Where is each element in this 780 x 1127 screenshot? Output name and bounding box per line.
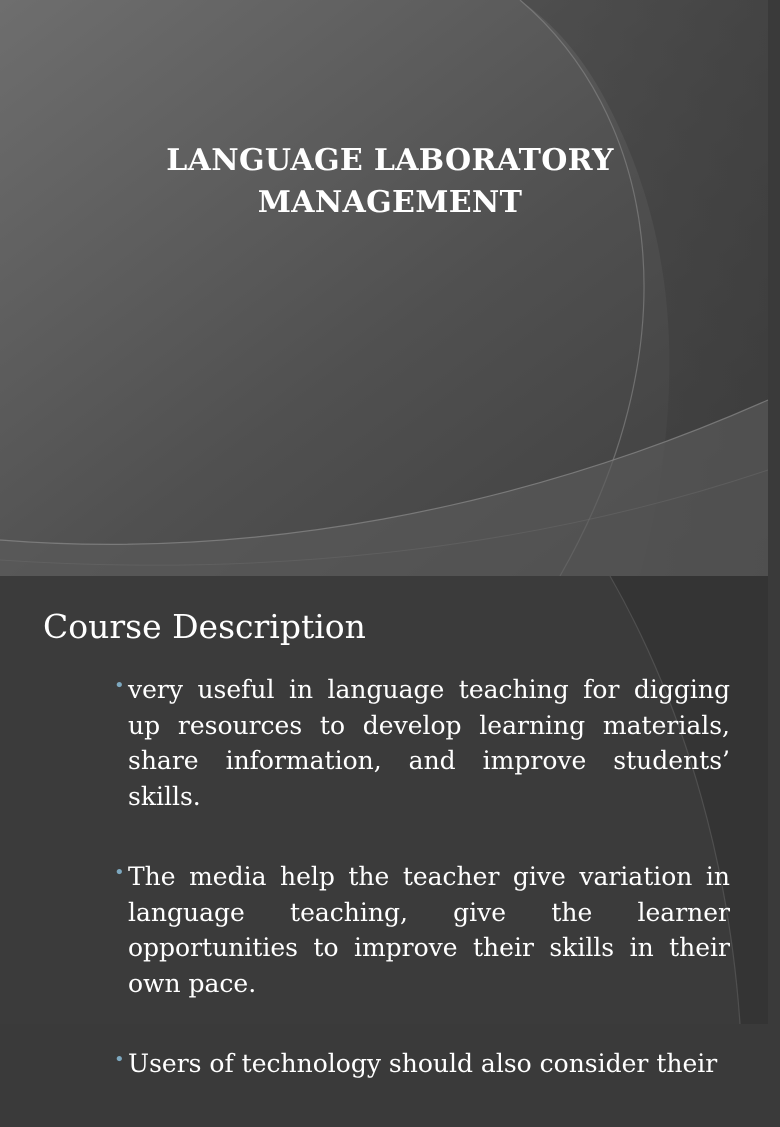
bullet-text: The media help the teacher give variation in language teaching, give the learner opportunities to improve their skills in their own pace. [128, 862, 730, 998]
presentation-title [0, 140, 780, 224]
bullet-text: very useful in language teaching for digging up resources to develop learning materials, share information, and improve students’ skills. [128, 675, 730, 811]
bullet-dot-icon: • [114, 675, 125, 696]
bullet-dot-icon: • [114, 1049, 125, 1070]
bullet-text: Users of technology should also consider their [128, 1049, 718, 1078]
title-line-1: LANGUAGE LABORATORY [166, 143, 614, 178]
content-slide [0, 576, 768, 1078]
bullet-item [114, 859, 730, 1001]
bullet-dot-icon: • [114, 862, 125, 883]
bullet-item [114, 672, 730, 814]
bullet-list [114, 672, 730, 1127]
bullet-item [114, 1046, 730, 1082]
title-line-2: MANAGEMENT [257, 185, 523, 220]
slide-title: Course Description [43, 607, 366, 646]
